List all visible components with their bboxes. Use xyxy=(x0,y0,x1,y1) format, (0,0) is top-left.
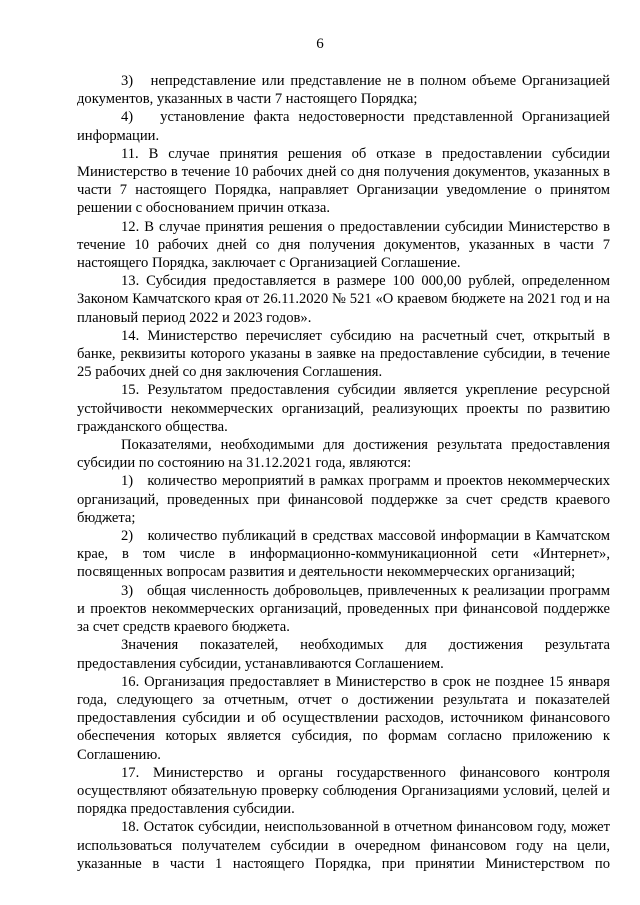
paragraph-indicator-3: 3) общая численность добровольцев, привлеченных к реализации программ и проектов некоммерческих организаций, проведенных при финансовой поддержке за счет средств краевого бюджета. xyxy=(77,582,610,636)
paragraph-indicators-intro: Показателями, необходимыми для достижения результата предоставления субсидии по состоянию на 31.12.2021 года, являются: xyxy=(77,437,610,472)
paragraph-13: 13. Субсидия предоставляется в размере 100 000,00 рублей, определенном Законом Камчатского края от 26.11.2020 № 521 «О краевом бюджете на 2021 год и на плановый период 2022 и 2023 годов». xyxy=(77,273,610,326)
paragraph-16: 16. Организация предоставляет в Министерство в срок не позднее 15 января года, следующего за отчетным, отчет о достижении результата и показателей предоставления субсидии и об осуществлении расходов, источником финансового обеспечения которых является субсидия, по формам согласно приложению к Соглашению. xyxy=(77,673,610,763)
paragraph-15: 15. Результатом предоставления субсидии является укрепление ресурсной устойчивости некоммерческих организаций, реализующих проекты по развитию гражданского общества. xyxy=(77,382,610,435)
paragraph-12: 12. В случае принятия решения о предоставлении субсидии Министерство в течение 10 рабочих дней со дня получения документов, указанных в части 7 настоящего Порядка, заключает с Организацией Соглашение. xyxy=(77,218,610,272)
paragraph-11: 11. В случае принятия решения об отказе в предоставлении субсидии Министерство в течение 10 рабочих дней со дня получения документов, указанных в части 7 настоящего Порядка, направляет Организации уведомление о принятом решении с обоснованием причин отказа. xyxy=(77,145,610,217)
document-body xyxy=(77,72,610,873)
paragraph-item-3: 3) непредставление или представление не в полном объеме Организацией документов, указанных в части 7 настоящего Порядка; xyxy=(77,73,610,108)
paragraph-17: 17. Министерство и органы государственного финансового контроля осуществляют обязательную проверку соблюдения Организациями условий, целей и порядка предоставления субсидии. xyxy=(77,764,610,818)
page-number: 6 xyxy=(316,36,324,52)
paragraph-indicator-1: 1) количество мероприятий в рамках программ и проектов некоммерческих организаций, проведенных при финансовой поддержке за счет средств краевого бюджета; xyxy=(77,473,610,526)
paragraph-14: 14. Министерство перечисляет субсидию на расчетный счет, открытый в банке, реквизиты которого указаны в заявке на предоставление субсидии, в течение 25 рабочих дней со дня заключения Соглашения. xyxy=(77,327,610,381)
paragraph-indicator-values: Значения показателей, необходимых для достижения результата предоставления субсидии, устанавливаются Соглашением. xyxy=(77,637,610,672)
paragraph-item-4: 4) установление факта недостоверности представленной Организацией информации. xyxy=(77,109,610,144)
paragraph-indicator-2: 2) количество публикаций в средствах массовой информации в Камчатском крае, в том числе в информационно-коммуникационной сети «Интернет», посвященных вопросам развития и деятельности некоммерческих организаций; xyxy=(77,528,610,581)
paragraph-18: 18. Остаток субсидии, неиспользованной в отчетном финансовом году, может использоваться получателем субсидии в очередном финансовом году на цели, указанные в части 1 настоящего Порядка, при принятии Министерством по xyxy=(77,819,610,872)
